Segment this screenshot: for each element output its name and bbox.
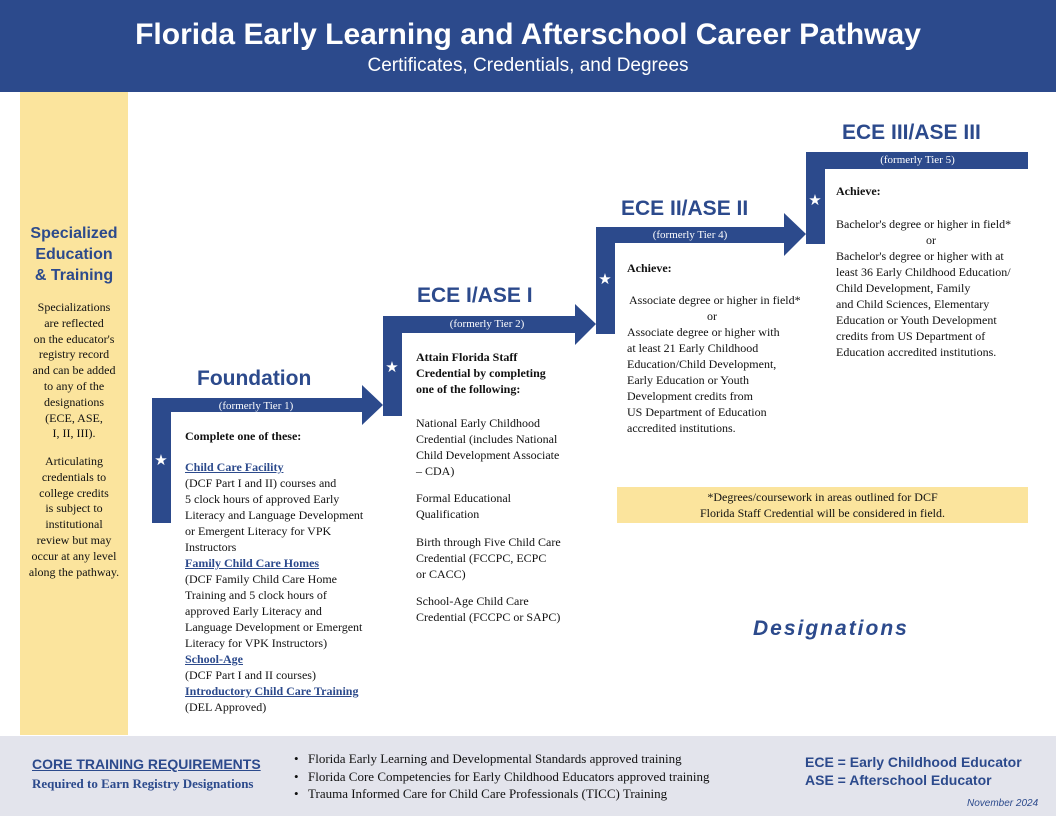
page-title: Florida Early Learning and Afterschool Career Pathway bbox=[135, 18, 921, 51]
ece2-star-icon: ★ bbox=[598, 271, 612, 288]
sidebar-specializations-text: Specializations are reflected on the educator's registry record and can be added to any of the designations (ECE, ASE, I, II, III). bbox=[32, 300, 116, 441]
sidebar-title: Specialized Education & Training bbox=[30, 225, 118, 284]
ece1-content: Attain Florida Staff Credential by completing one of the following: National Early Childhood Credential (includes National Child Development Associate – CDA) Formal Educational Qualification Birth through Five Child Care Credential (FCCPC, ECPC or CACC) School-Age Child Care Credential (FCCPC or SAPC) bbox=[416, 349, 596, 625]
foundation-content: Complete one of these: Child Care Facility (DCF Part I and II) courses and 5 clock hours of approved Early Literacy and Language Development or Emergent Literacy for VPK Instructors Family Child Care Homes (DCF Family Child Care Home Training and 5 clock hours of approved Early Literacy and Language Development or Emergent Literacy for VPK Instructors) School-Age (DCF Part I and II courses) Introductory Child Care Training (DEL Approved) bbox=[185, 428, 380, 715]
core-training-subtitle: Required to Earn Registry Designations bbox=[32, 776, 254, 791]
ece1-option: Birth through Five Child Care Credential (FCCPC, ECPC or CACC) bbox=[416, 535, 561, 581]
foundation-tier-label: (formerly Tier 1) bbox=[218, 400, 294, 412]
ece2-tier-label: (formerly Tier 4) bbox=[652, 229, 728, 241]
foundation-title: Foundation bbox=[197, 367, 312, 390]
link-introductory-child-care-training[interactable]: Introductory Child Care Training bbox=[185, 684, 359, 698]
in-field-note-line: *Degrees/coursework in areas outlined for DCF bbox=[707, 490, 938, 504]
in-field-note-line: Florida Staff Credential will be considered in field. bbox=[699, 506, 946, 520]
ece1-tier-label: (formerly Tier 2) bbox=[449, 318, 525, 330]
foundation-star-icon: ★ bbox=[154, 452, 168, 469]
link-school-age[interactable]: School-Age bbox=[185, 652, 243, 666]
requirement-item: • Trauma Informed Care for Child Care Professionals (TICC) Training bbox=[308, 786, 667, 802]
ece1-option: School-Age Child Care Credential (FCCPC or SAPC) bbox=[416, 594, 561, 624]
foundation-intro: Complete one of these: bbox=[185, 429, 302, 443]
ece3-star-icon: ★ bbox=[808, 192, 822, 209]
ece1-star-icon: ★ bbox=[385, 359, 399, 376]
ece1-option: Formal Educational Qualification bbox=[416, 491, 511, 521]
ece1-option: National Early Childhood Credential (includes National Child Development Associate – CDA) bbox=[416, 416, 560, 478]
link-family-child-care-homes[interactable]: Family Child Care Homes bbox=[185, 556, 320, 570]
publication-date: November 2024 bbox=[967, 798, 1039, 809]
ece3-content: Achieve: Bachelor's degree or higher in field* or Bachelor's degree or higher with at least 36 Early Childhood Education/ Child Development, Family and Child Sciences, Elementary Education or Youth Development credits from US Department of Education accredited institutions. bbox=[836, 184, 1012, 359]
ece3-title: ECE III/ASE III bbox=[842, 121, 981, 144]
page-subtitle: Certificates, Credentials, and Degrees bbox=[367, 55, 689, 76]
sidebar-articulating-text: Articulating credentials to college credits is subject to institutional review but may occur at any level along the pathway. bbox=[28, 454, 120, 579]
requirement-item: • Florida Core Competencies for Early Childhood Educators approved training bbox=[308, 769, 709, 785]
link-child-care-facility[interactable]: Child Care Facility bbox=[185, 460, 284, 474]
requirement-item: • Florida Early Learning and Developmental Standards approved training bbox=[308, 751, 682, 767]
designations-label: Designations bbox=[753, 617, 909, 640]
ece2-title: ECE II/ASE II bbox=[621, 197, 749, 220]
ece3-tier-label: (formerly Tier 5) bbox=[880, 154, 955, 166]
legend-ase: ASE = Afterschool Educator bbox=[805, 772, 992, 788]
core-training-title: CORE TRAINING REQUIREMENTS bbox=[32, 756, 261, 772]
legend-ece: ECE = Early Childhood Educator bbox=[805, 754, 1022, 770]
ece1-title: ECE I/ASE I bbox=[417, 284, 533, 307]
ece2-content: Achieve: Associate degree or higher in field* or Associate degree or higher with at least 21 Early Childhood Education/Child Development, Early Education or Youth Development credits from US Department of Education accredited institutions. bbox=[627, 261, 801, 435]
